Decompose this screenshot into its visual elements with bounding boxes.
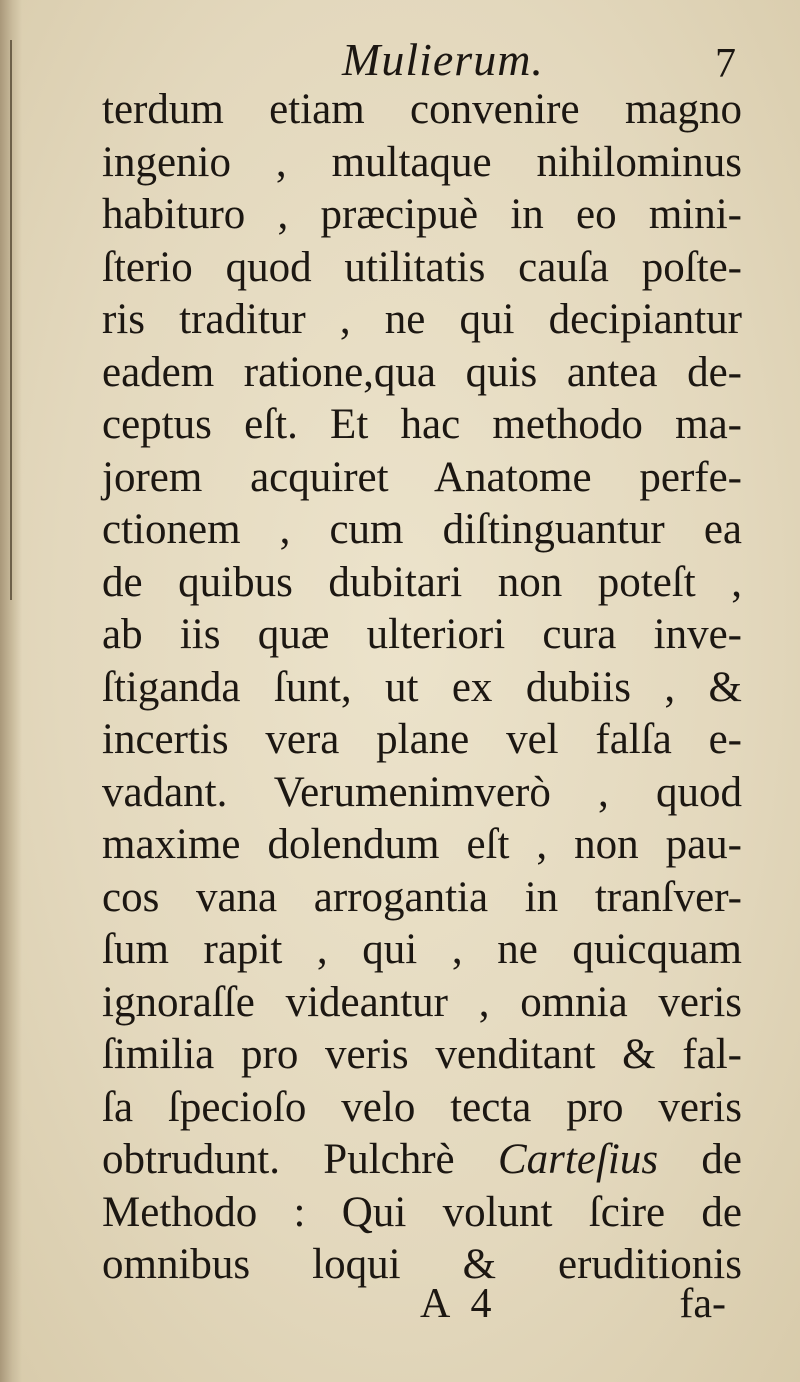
text-line-23: omnibus loqui & eruditionis bbox=[102, 1241, 742, 1288]
text-line-15: maxime dolendum eſt , non pau- bbox=[102, 821, 742, 868]
text-line-11: ab iis quæ ulteriori cura inve- bbox=[102, 611, 742, 658]
text-line-7: ceptus eſt. Et hac methodo ma- bbox=[102, 401, 742, 448]
catchword: fa- bbox=[679, 1281, 726, 1327]
text-line-13: incertis vera plane vel falſa e- bbox=[102, 716, 742, 763]
text-line-8: jorem acquiret Anatome perfe- bbox=[102, 453, 742, 501]
text-line-20: ſa ſpecioſo velo tecta pro veris bbox=[102, 1083, 742, 1131]
text-line-14: vadant. Verumenimverò , quod bbox=[102, 768, 742, 816]
text-line-5: ris traditur , ne qui decipiantur bbox=[102, 296, 742, 343]
text-line-21 bbox=[102, 1134, 742, 1187]
signature-mark: A 4 bbox=[420, 1281, 498, 1327]
text-line-2: ingenio , multaque nihilominus bbox=[102, 138, 742, 186]
binding-shadow-line bbox=[10, 40, 12, 600]
text-line-4: ſterio quod utilitatis cauſa poſte- bbox=[102, 243, 742, 291]
text-line-18: ignoraſſe videantur , omnia veris bbox=[102, 978, 742, 1026]
text-line-6: eadem ratione,qua quis antea de- bbox=[102, 348, 742, 396]
text-line-12: ſtiganda ſunt, ut ex dubiis , & bbox=[102, 663, 742, 711]
text-line-10: de quibus dubitari non poteſt , bbox=[102, 558, 742, 606]
text-line-21-tail: de bbox=[701, 1136, 743, 1183]
page-header bbox=[100, 30, 740, 92]
text-line-1: terdum etiam convenire magno bbox=[102, 86, 742, 133]
text-line-3: habituro , præcipuè in eo mini- bbox=[102, 191, 742, 238]
running-title: Mulierum. bbox=[342, 34, 544, 85]
body-text bbox=[102, 84, 742, 1292]
text-line-21-lead: obtrudunt. Pulchrè bbox=[102, 1136, 455, 1183]
text-line-16: cos vana arrogantia in tranſver- bbox=[102, 873, 742, 921]
text-line-9: ctionem , cum diſtinguantur ea bbox=[102, 506, 742, 553]
text-line-19: ſimilia pro veris venditant & fal- bbox=[102, 1031, 742, 1078]
page-footer bbox=[100, 1276, 740, 1332]
page-number: 7 bbox=[715, 41, 736, 87]
italic-name: Carteſius bbox=[498, 1136, 659, 1183]
text-line-22: Methodo : Qui volunt ſcire de bbox=[102, 1188, 742, 1236]
text-line-17: ſum rapit , qui , ne quicquam bbox=[102, 926, 742, 973]
